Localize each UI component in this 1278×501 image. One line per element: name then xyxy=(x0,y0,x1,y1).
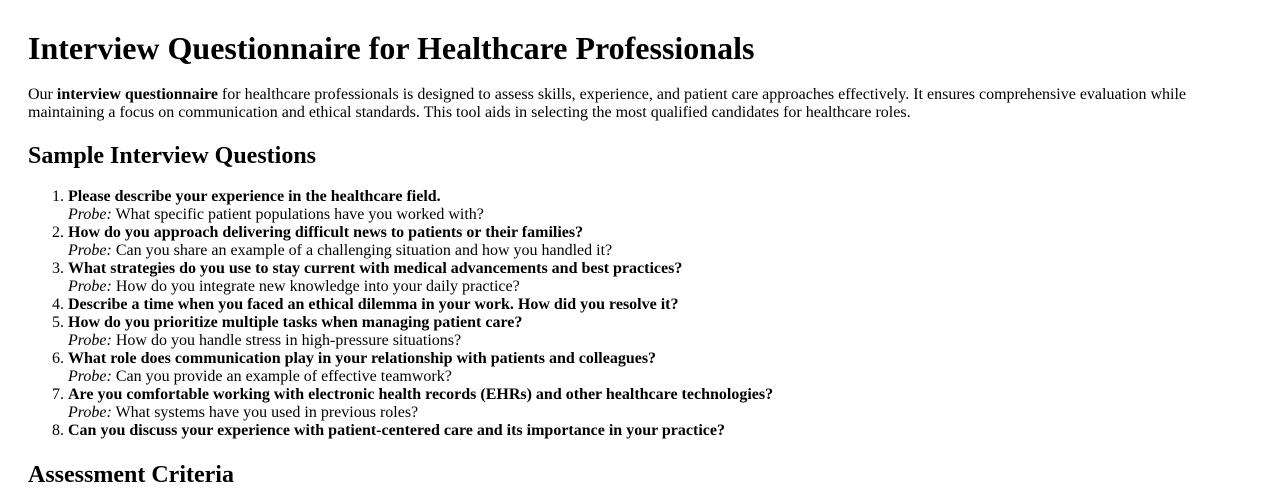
intro-bold-term: interview questionnaire xyxy=(56,86,218,103)
probe-text: How do you integrate new knowledge into your daily practice? xyxy=(111,278,520,295)
probe-label: Probe: xyxy=(68,242,112,259)
question-item xyxy=(68,350,1258,386)
question-text: How do you approach delivering difficult news to patients or their families? xyxy=(68,224,584,241)
question-item xyxy=(68,188,1258,224)
question-text: Please describe your experience in the healthcare field. xyxy=(68,188,441,205)
question-text: What role does communication play in your relationship with patients and colleagues? xyxy=(68,350,657,367)
probe-text: What specific patient populations have you worked with? xyxy=(111,206,484,223)
question-item xyxy=(68,296,1258,314)
page-title: Interview Questionnaire for Healthcare Professionals xyxy=(28,30,755,66)
assessment-criteria-heading: Assessment Criteria xyxy=(28,462,234,488)
probe-line xyxy=(68,278,520,295)
question-item xyxy=(68,422,1258,440)
probe-text: Can you provide an example of effective teamwork? xyxy=(111,368,452,385)
question-text: Describe a time when you faced an ethical dilemma in your work. How did you resolve it? xyxy=(68,296,679,313)
probe-line xyxy=(68,206,484,223)
question-item xyxy=(68,386,1258,422)
question-text: Are you comfortable working with electronic health records (EHRs) and other healthcare technologies? xyxy=(68,386,774,403)
probe-line xyxy=(68,368,452,385)
probe-text: Can you share an example of a challenging situation and how you handled it? xyxy=(111,242,613,259)
question-text: What strategies do you use to stay current with medical advancements and best practices? xyxy=(68,260,683,277)
sample-questions-heading: Sample Interview Questions xyxy=(28,143,316,169)
probe-text: How do you handle stress in high-pressure situations? xyxy=(111,332,462,349)
question-item xyxy=(68,260,1258,296)
probe-line xyxy=(68,242,612,259)
question-text: Can you discuss your experience with patient-centered care and its importance in your practice? xyxy=(68,422,725,439)
probe-label: Probe: xyxy=(68,332,112,349)
intro-text-after: for healthcare professionals is designed to assess skills, experience, and patient care approaches effectively. It ensures comprehensive evaluation while maintaining a focus on communication and ethical standards. This tool aids in selecting the most qualified candidates for healthcare roles. xyxy=(28,86,1187,121)
question-item xyxy=(68,224,1258,260)
probe-label: Probe: xyxy=(68,206,112,223)
intro-paragraph xyxy=(28,86,1208,122)
questions-list xyxy=(28,188,1258,440)
question-text: How do you prioritize multiple tasks when managing patient care? xyxy=(68,314,523,331)
probe-line xyxy=(68,404,418,421)
probe-text: What systems have you used in previous roles? xyxy=(111,404,419,421)
probe-label: Probe: xyxy=(68,278,112,295)
intro-text-before: Our xyxy=(28,86,57,103)
probe-label: Probe: xyxy=(68,368,112,385)
question-item xyxy=(68,314,1258,350)
probe-line xyxy=(68,332,461,349)
probe-label: Probe: xyxy=(68,404,112,421)
